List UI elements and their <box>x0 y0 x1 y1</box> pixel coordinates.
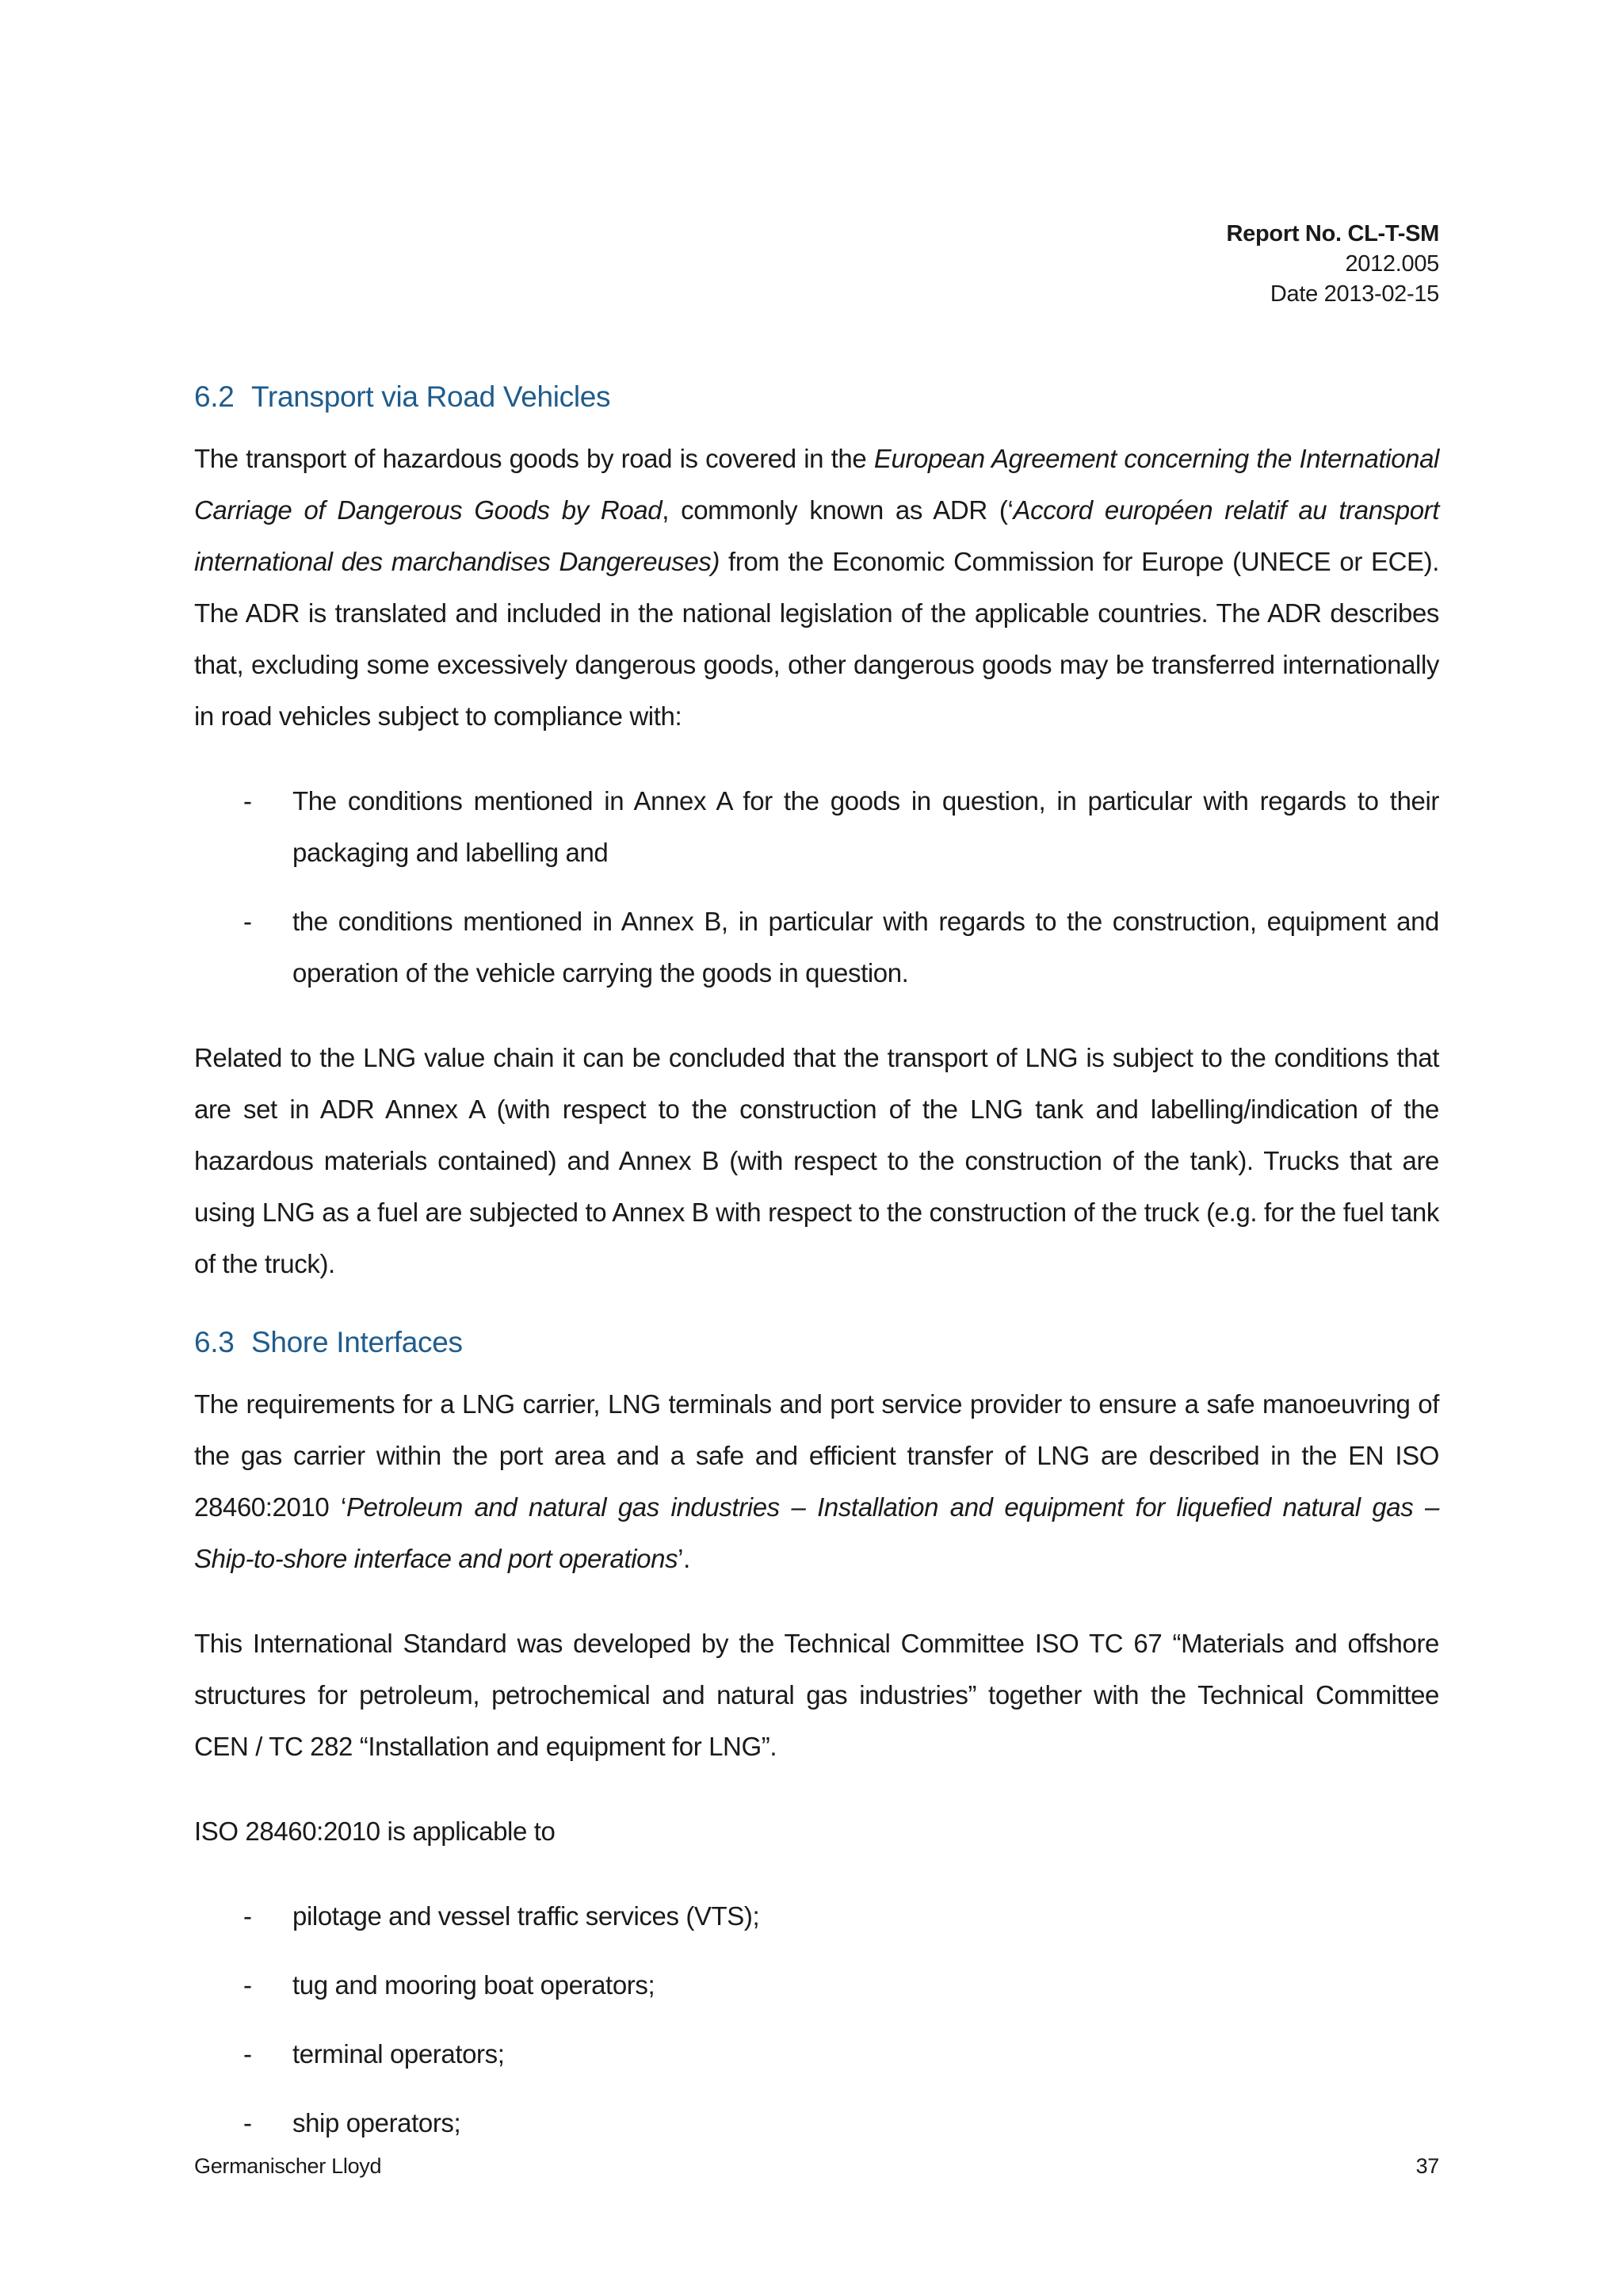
section-number: 6.2 <box>194 380 235 413</box>
section-heading-6-3 <box>194 1324 1439 1361</box>
paragraph-standard-development: This International Standard was developed by the Technical Committee ISO TC 67 “Materials and offshore structures for petroleum, petrochemical and natural gas industries” together with the Technical Committee CEN / TC 282 “Installation and equipment for LNG”. <box>194 1629 1439 1761</box>
applicability-list <box>194 1890 1439 2149</box>
text-run: The transport of hazardous goods by road is covered in the <box>194 444 874 473</box>
paragraph-adr-intro <box>194 433 1439 742</box>
italic-standard-title: Petroleum and natural gas industries – Installation and equipment for liquefied natural gas – Ship-to-shore interface and port operations <box>194 1492 1440 1573</box>
list-item <box>194 2097 1439 2149</box>
text-run: , commonly known as ADR (‘ <box>662 495 1014 525</box>
text-run: ’. <box>678 1544 690 1573</box>
footer-company: Germanischer Lloyd <box>194 2154 382 2178</box>
page-number: 37 <box>1415 2154 1439 2178</box>
bullet-dash: - <box>243 1970 252 2000</box>
bullet-dash: - <box>243 2039 252 2069</box>
list-item <box>194 775 1439 878</box>
list-item-text: The conditions mentioned in Annex A for the goods in question, in particular with regards to their packaging and labelling and <box>292 786 1439 867</box>
italic-french-title: Accord européen relatif au transport international des marchandises Dangereuses) <box>194 495 1440 576</box>
paragraph-shore-requirements <box>194 1378 1439 1584</box>
paragraph-applicability: ISO 28460:2010 is applicable to <box>194 1817 556 1846</box>
list-item <box>194 1959 1439 2011</box>
page-footer <box>194 2153 1439 2179</box>
paragraph-lng-value-chain: Related to the LNG value chain it can be concluded that the transport of LNG is subject to the conditions that are set in ADR Annex A (with respect to the construction of the LNG tank and labelling/indication of the hazardous materials contained) and Annex B (with respect to the construction of the tank). Trucks that are using LNG as a fuel are subjected to Annex B with respect to the construction of the truck (e.g. for the fuel tank of the truck). <box>194 1043 1439 1278</box>
text-run: The requirements for a LNG carrier, LNG terminals and port service provider to ensure a safe manoeuvring of the gas carrier within the port area and a safe and efficient transfer of LNG are described in the EN ISO 28460:2010 ‘ <box>194 1389 1439 1522</box>
list-item <box>194 1890 1439 1942</box>
bullet-dash: - <box>243 2108 252 2137</box>
adr-conditions-list <box>194 775 1439 999</box>
section-title: Shore Interfaces <box>251 1326 463 1358</box>
bullet-dash: - <box>243 1901 252 1931</box>
report-id: 2012.005 <box>1345 251 1439 277</box>
section-title: Transport via Road Vehicles <box>251 380 611 413</box>
list-item <box>194 2028 1439 2080</box>
list-item-text: pilotage and vessel traffic services (VTS); <box>292 1901 760 1931</box>
italic-agreement-title: European Agreement concerning the International Carriage of Dangerous Goods by Road <box>194 444 1439 525</box>
report-date: Date 2013-02-15 <box>1270 281 1439 307</box>
main-content <box>194 379 1439 2149</box>
list-item-text: tug and mooring boat operators; <box>292 1970 655 2000</box>
list-item-text: the conditions mentioned in Annex B, in particular with regards to the construction, equipment and operation of the vehicle carrying the goods in question. <box>292 907 1439 988</box>
report-number: Report No. CL-T-SM <box>1226 221 1439 246</box>
section-heading-6-2 <box>194 379 1439 415</box>
list-item <box>194 896 1439 999</box>
report-header <box>1227 219 1439 309</box>
text-run: from the Economic Commission for Europe (UNECE or ECE). The ADR is translated and included in the national legislation of the applicable countries. The ADR describes that, excluding some excessively dangerous goods, other dangerous goods may be transferred internationally in road vehicles subject to compliance with: <box>194 547 1439 731</box>
bullet-dash: - <box>243 907 252 936</box>
list-item-text: terminal operators; <box>292 2039 505 2069</box>
section-number: 6.3 <box>194 1326 235 1358</box>
bullet-dash: - <box>243 786 252 816</box>
list-item-text: ship operators; <box>292 2108 461 2137</box>
